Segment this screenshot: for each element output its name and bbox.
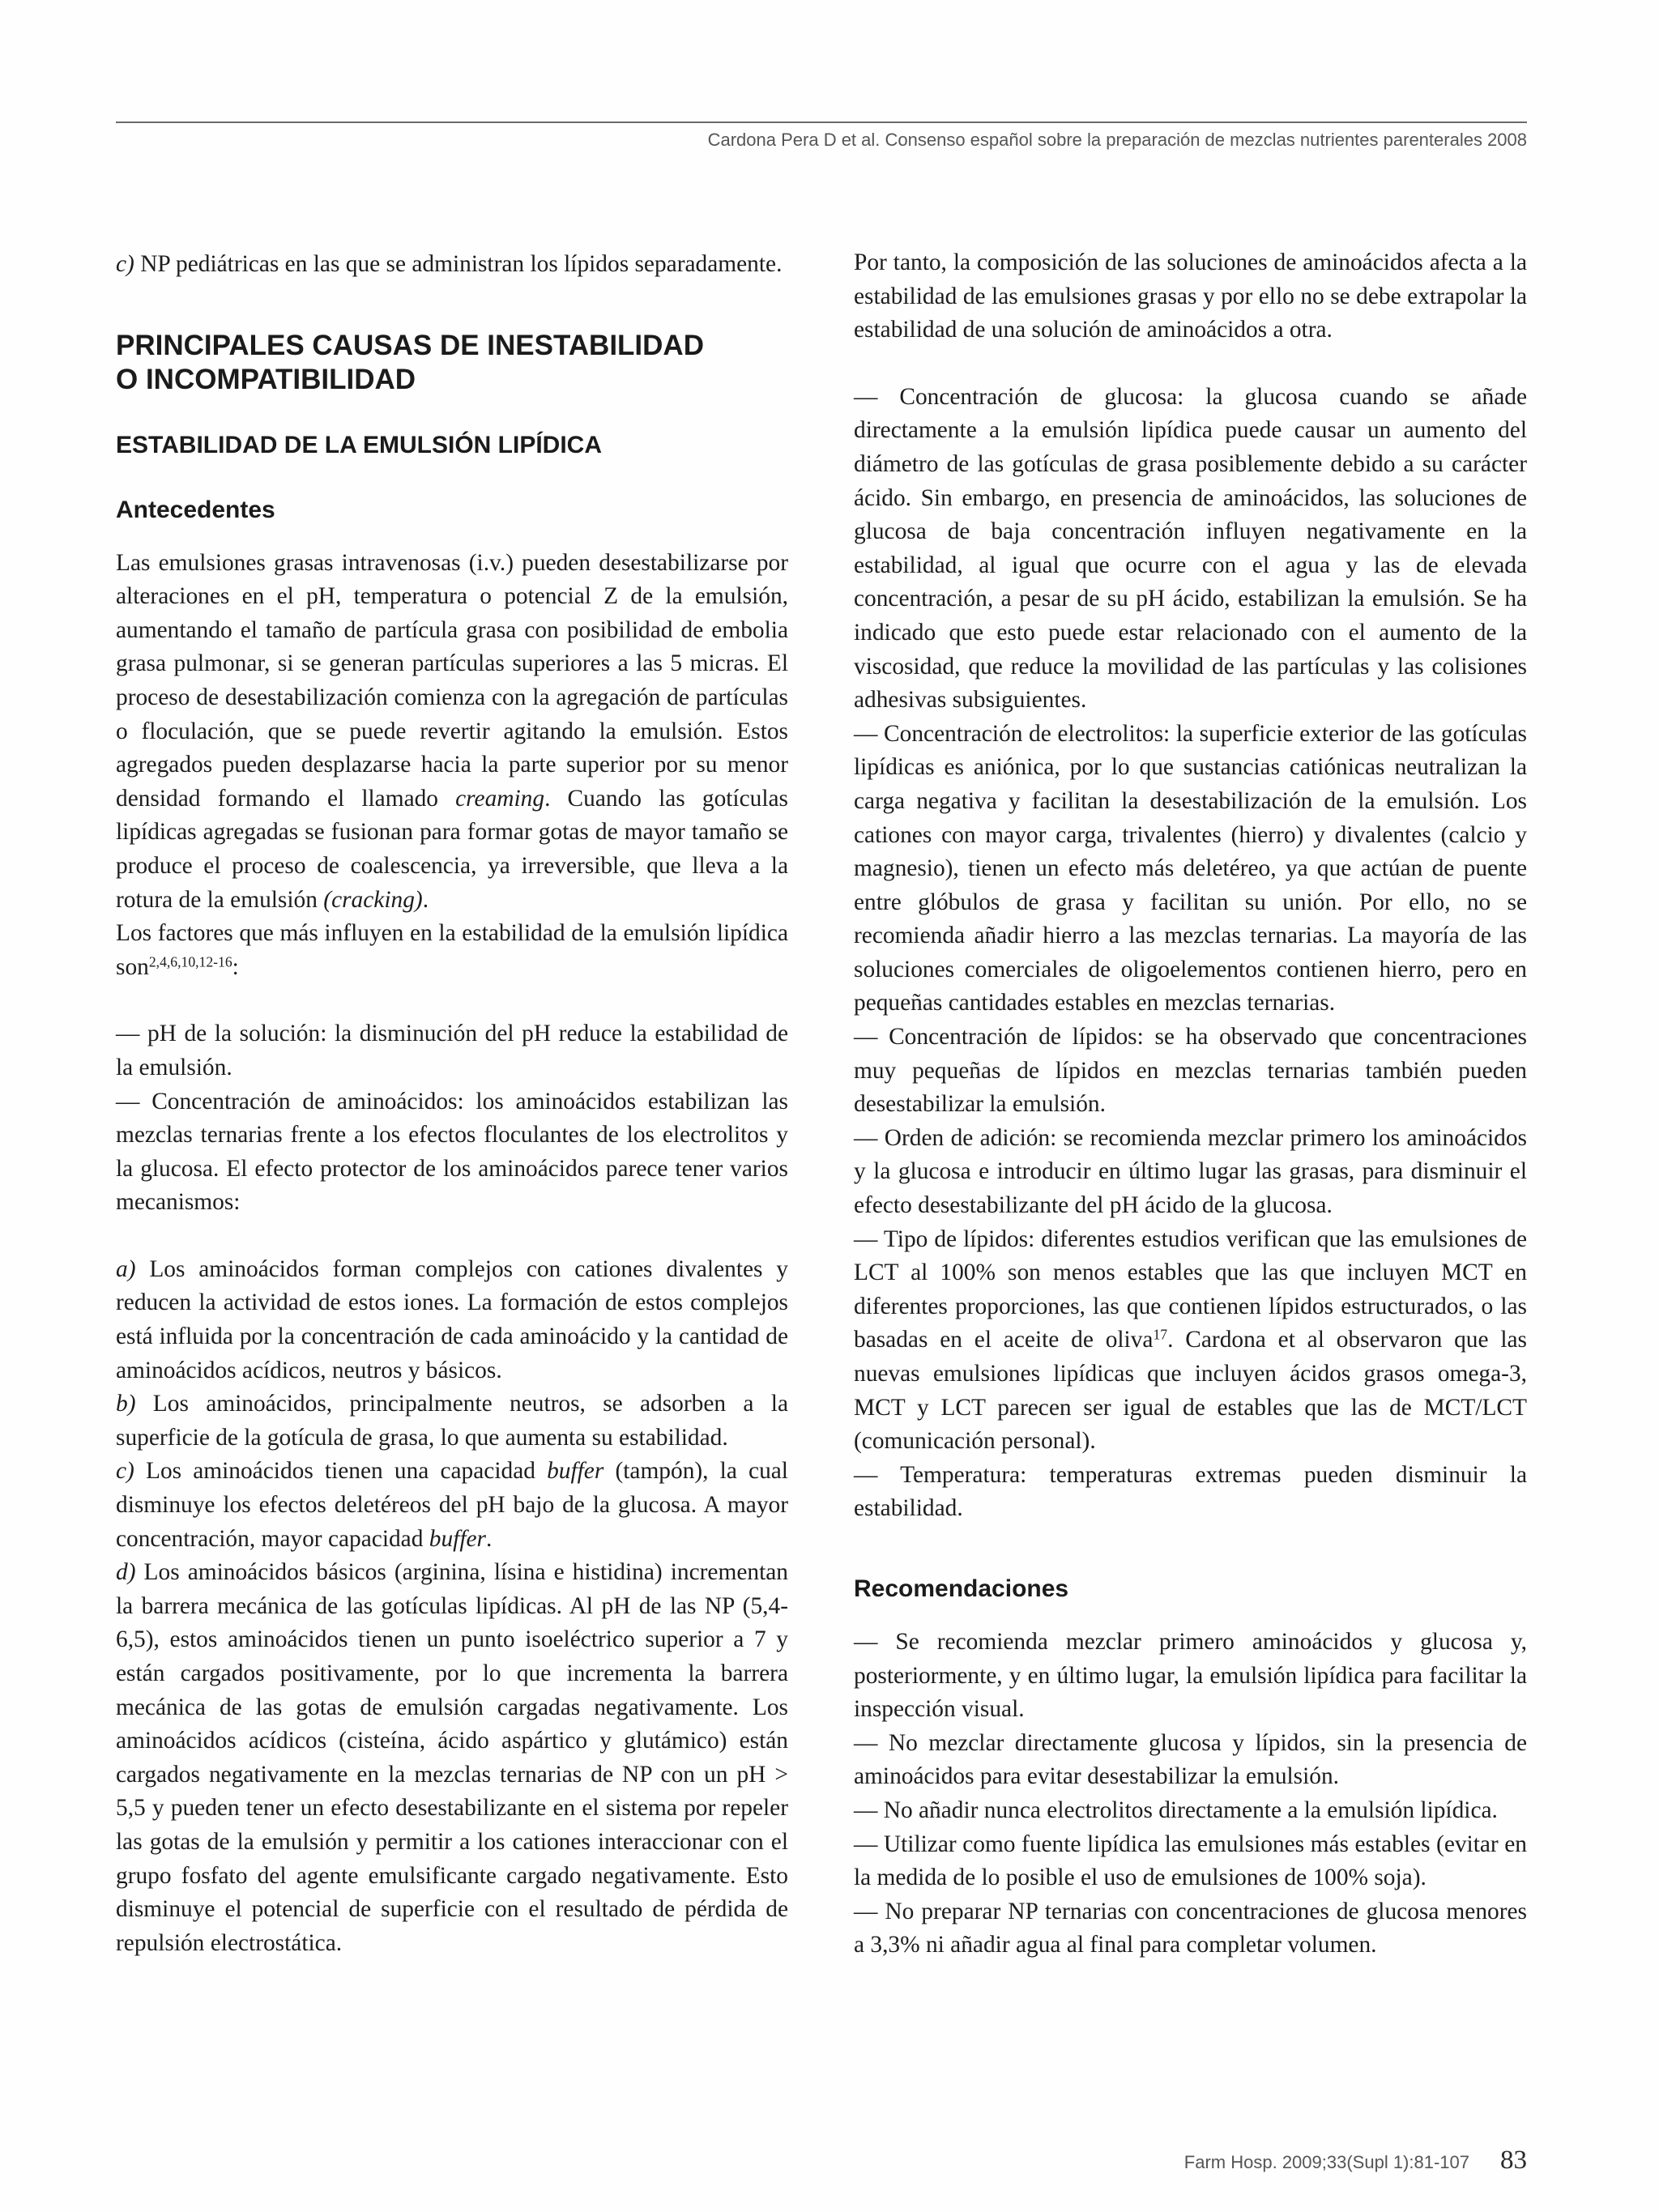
section-heading [116,329,788,397]
recommendation-5: — No preparar NP ternarias con concentraciones de glucosa menores a 3,3% ni añadir agua al final para completar volumen. [854,1898,1527,1958]
factor-ph: — pH de la solución: la disminución del pH reduce la estabilidad de la emulsión. [116,1021,788,1080]
recommendation-3: — No añadir nunca electrolitos directamente a la emulsión lipídica. [854,1796,1498,1823]
factor-aminoacidos: — Concentración de aminoácidos: los aminoácidos estabilizan las mezclas ternarias frente a los efectos floculantes de los electrolitos y la glucosa. El efecto protector de los aminoácidos parece tener varios mecanismos: [116,1088,788,1216]
citation-refs: 17 [1153,1326,1168,1343]
factor-temperatura: — Temperatura: temperaturas extremas pueden disminuir la estabilidad. [854,1461,1527,1522]
section-heading-line-1: PRINCIPALES CAUSAS DE INESTABILIDAD [116,329,704,361]
recommendation-4: — Utilizar como fuente lipídica las emulsiones más estables (evitar en la medida de lo posible el uso de emulsiones de 100% soja). [854,1831,1527,1891]
left-column [116,248,788,1960]
subsection-heading: ESTABILIDAD DE LA EMULSIÓN LIPÍDICA [116,431,602,458]
mechanism-b: b) Los aminoácidos, principalmente neutros, se adsorben a la superficie de la gotícula de grasa, lo que aumenta su estabilidad. [116,1391,788,1451]
term-buffer: buffer [547,1458,604,1485]
factor-glucosa: — Concentración de glucosa: la glucosa cuando se añade directamente a la emulsión lipídica puede causar un aumento del diámetro de las gotículas de grasa posiblemente debido a su carácter ácido. Sin embargo, en presencia de aminoácidos, las soluciones de glucosa de baja concentración influyen negativamente en la estabilidad, al igual que ocurre con el agua y las de elevada concentración, a pesar de su pH ácido, estabilizan la emulsión. Se ha indicado que esto puede estar relacionado con el aumento de la viscosidad, que reduce la movilidad de las partículas y las colisiones adhesivas subsiguientes. [854,383,1527,714]
factor-lipidos: — Concentración de lípidos: se ha observado que concentraciones muy pequeñas de lípidos en mezclas ternarias también pueden desestabilizar la emulsión. [854,1024,1527,1118]
page-footer [1184,2146,1527,2176]
page-number: 83 [1500,2146,1527,2175]
factor-electrolitos: — Concentración de electrolitos: la superficie exterior de las gotículas lipídicas es aniónica, por lo que sustancias catiónicas neutralizan la carga negativa y facilitan la desestabilización de la emulsión. Los cationes con mayor carga, trivalentes (hierro) y divalentes (calcio y magnesio), tienen un efecto más deletéreo, ya que actúan de puente entre glóbulos de grasa y facilitan su unión. Por ello, no se recomienda añadir hierro a las mezclas ternarias. La mayoría de las soluciones comerciales de oligoelementos contienen hierro, pero en pequeñas cantidades estables en mezclas ternarias. [854,720,1527,1016]
term-buffer: buffer [429,1525,486,1552]
item-text: NP pediátricas en las que se administran los lípidos separadamente. [134,251,783,277]
intro-item-c [116,248,788,282]
right-column [854,246,1527,1963]
citation-refs: 2,4,6,10,12-16 [148,953,232,970]
mechanism-d: d) Los aminoácidos básicos (arginina, lísina e histidina) incrementan la barrera mecánica de las gotículas lipídicas. Al pH de las NP (5,4-6,5), estos aminoácidos tienen un punto isoeléctrico superior a 7 y están cargados positivamente, por lo que incrementa la barrera mecánica de las gotas de emulsión cargadas negativamente. Los aminoácidos acídicos (cisteína, ácido aspártico y glutámico) están cargados negativamente en la mezclas ternarias de NP con un pH > 5,5 y pueden tener un efecto desestabilizante en el sistema por repeler las gotas de la emulsión y permitir a los cationes interaccionar con el grupo fosfato del agente emulsificante cargado negativamente. Esto disminuye el potencial de superficie con el resultado de pérdida de repulsión electrostática. [116,1559,788,1956]
paragraph-por-tanto: Por tanto, la composición de las soluciones de aminoácidos afecta a la estabilidad de las emulsiones grasas y por ello no se debe extrapolar la estabilidad de una solución de aminoácidos a otra. [854,249,1527,343]
term-cracking: (cracking) [323,886,423,913]
mechanism-c: c) Los aminoácidos tienen una capacidad buffer (tampón), la cual disminuye los efectos deletéreos del pH bajo de la glucosa. A mayor concentración, mayor capacidad buffer. [116,1458,788,1552]
factor-tipo-lipidos: — Tipo de lípidos: diferentes estudios verifican que las emulsiones de LCT al 100% son menos estables que las que incluyen MCT en diferentes proporciones, las que contienen lípidos estructurados, o las basadas en el aceite de oliva$^{17}$. Cardona et al observaron que las nuevas emulsiones lipídicas que incluyen ácidos grasos omega-3, MCT y LCT parecen ser igual de estables que las de MCT/LCT (comunicación personal). [854,1225,1527,1455]
subsubsection-heading-recomendaciones: Recomendaciones [854,1575,1069,1602]
journal-citation: Farm Hosp. 2009;33(Supl 1):81-107 [1183,2152,1469,2172]
item-label: c) [116,251,134,277]
recommendation-2: — No mezclar directamente glucosa y lípidos, sin la presencia de aminoácidos para evitar desestabilizar la emulsión. [854,1729,1527,1790]
term-creaming: creaming [455,785,545,812]
header-rule [116,121,1527,123]
subsubsection-heading-antecedentes: Antecedentes [116,496,275,523]
paragraph-factores: Los factores que más influyen en la estabilidad de la emulsión lipídica son$^{2,4,6,10,12-16}$: [116,920,788,980]
item-label: a) [116,1255,136,1282]
factor-orden: — Orden de adición: se recomienda mezclar primero los aminoácidos y la glucosa e introducir en último lugar las grasas, para disminuir el efecto desestabilizante del pH ácido de la glucosa. [854,1124,1527,1219]
mechanism-a: a) Los aminoácidos forman complejos con cationes divalentes y reducen la actividad de estos iones. La formación de estos complejos está influida por la concentración de cada aminoácido y la cantidad de aminoácidos acídicos, neutros y básicos. [116,1255,788,1383]
item-label: c) [116,1458,134,1485]
paragraph-emulsiones: Las emulsiones grasas intravenosas (i.v.) pueden desestabilizarse por alteraciones en el pH, temperatura o potencial Z de la emulsión, aumentando el tamaño de partícula grasa con posibilidad de embolia grasa pulmonar, si se generan partículas superiores a las 5 micras. El proceso de desestabilización comienza con la agregación de partículas o floculación, que se puede revertir agitando la emulsión. Estos agregados pueden desplazarse hacia la parte superior por su menor densidad formando el llamado creaming. Cuando las gotículas lipídicas agregadas se fusionan para formar gotas de mayor tamaño se produce el proceso de coalescencia, ya irreversible, que lleva a la rotura de la emulsión (cracking). [116,549,788,913]
item-label: b) [116,1391,136,1417]
section-heading-line-2: O INCOMPATIBILIDAD [116,363,416,395]
item-label: d) [116,1559,136,1586]
running-head: Cardona Pera D et al. Consenso español sobre la preparación de mezclas nutrientes parenterales 2008 [707,130,1527,150]
recommendation-1: — Se recomienda mezclar primero aminoácidos y glucosa y, posteriormente, y en último lugar, la emulsión lipídica para facilitar la inspección visual. [854,1628,1527,1723]
